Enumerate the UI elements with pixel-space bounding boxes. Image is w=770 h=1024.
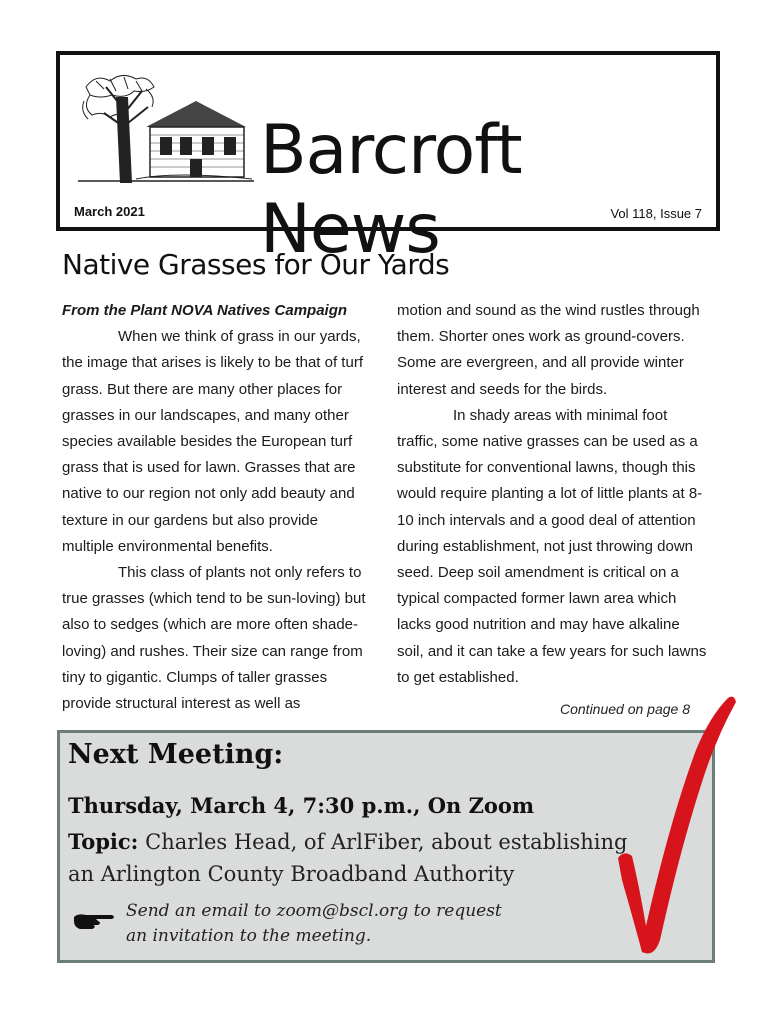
article-paragraph: In shady areas with minimal foot traffic, some native grasses can be used as a substitute for conventional lawns, though this would require planting a lot of little plants at 8-10 inch intervals and a good deal of attention during establishment, not just throwing down seed. Deep soil amendment is critical on a typical compacted former lawn area which lacks good nutrition and may have alkaline soil, and it can take a few years for such lawns to get established. [397,406,707,686]
article-paragraph-part: This class of plants not only refers to true grasses (which tend to be sun-loving) but also to sedges (which are more often shade-loving) and rushes. Their size can range from tiny to gigantic. Clumps of taller grasses provide structural interest as well as [62,564,366,713]
house-and-tree-illustration [76,67,256,185]
checkmark-icon [610,690,740,960]
topic-text: Charles Head, of ArlFiber, about establishing an Arlington County Broadband Authority [68,830,628,886]
article-headline: Native Grasses for Our Yards [62,248,450,281]
article-column-right [397,298,709,691]
meeting-topic [68,826,628,890]
meeting-date: Thursday, March 4, 7:30 p.m., On Zoom [68,793,535,818]
article-column-left [62,298,372,717]
meeting-email-note: Send an email to zoom@bscl.org to request an invitation to the meeting. [126,901,502,946]
article-paragraph: When we think of grass in our yards, the image that arises is likely to be that of turf grass. But there are many other places for grasses in our landscapes, and many other species available besides the European turf grass that is used for lawn. Grasses that are native to our region not only add beauty and texture in our gardens but also provide multiple environmental benefits. [62,328,363,555]
pointing-hand-icon [72,909,116,931]
issue-number: Vol 118, Issue 7 [610,206,702,221]
continued-link[interactable]: Continued on page 8 [560,701,690,717]
newsletter-title: Barcroft News [260,111,522,269]
meeting-heading: Next Meeting: [68,739,284,770]
issue-date: March 2021 [74,204,145,219]
topic-label: Topic: [68,829,139,854]
article-paragraph-continued: motion and sound as the wind rustles through them. Shorter ones work as ground-covers. Some are evergreen, and all provide winter interest and seeds for the birds. [397,302,700,398]
article-byline: From the Plant NOVA Natives Campaign [62,302,348,319]
article-paragraph [62,560,372,717]
